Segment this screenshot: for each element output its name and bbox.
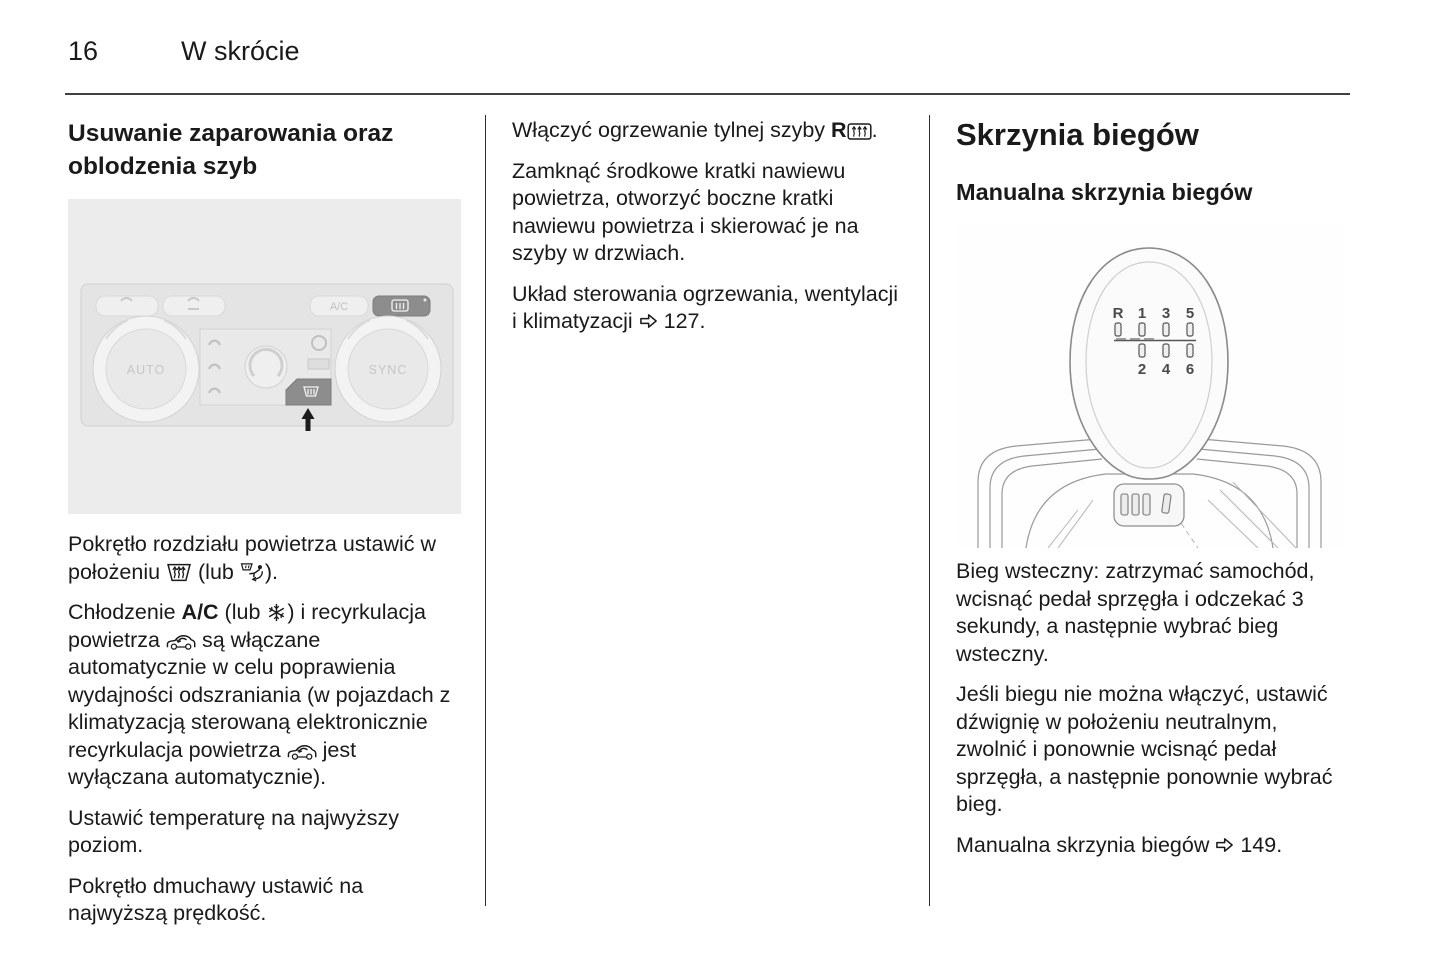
- page-reference: 127.: [657, 309, 706, 333]
- paragraph-air-vents: Zamknąć środkowe kratki nawiewu powietrza, otworzyć boczne kratki nawiewu powietrza i skierować je na szyby w drzwiach.: [512, 158, 859, 265]
- gear-lever-illustration: [956, 222, 1343, 548]
- text-run: jest wyłączana automatycznie).: [68, 737, 357, 789]
- climate-control-panel-image: [68, 199, 460, 514]
- collar-slots: [1121, 494, 1171, 515]
- text-run: Chłodzenie: [68, 600, 182, 624]
- snowflake-icon: [266, 602, 287, 623]
- text-run: Manualna skrzynia biegów: [956, 832, 1216, 857]
- manual-gearbox-subheading: Manualna skrzynia biegów: [956, 179, 1253, 205]
- sync-knob-label: SYNC: [368, 363, 408, 377]
- paragraph-hvac-reference: [512, 281, 904, 336]
- gear-label-5: 5: [1185, 305, 1195, 322]
- gear-lever-image: [956, 222, 1348, 548]
- text-run: Włączyć ogrzewanie tylnej szyby: [512, 118, 832, 142]
- auto-knob-label: AUTO: [126, 363, 166, 377]
- gear-knob: [1070, 248, 1228, 479]
- page-ref-arrow-icon: [639, 311, 658, 331]
- gearbox-heading: Skrzynia biegów: [956, 117, 1199, 152]
- text-run: .: [871, 118, 878, 142]
- column-divider-2: [929, 115, 930, 906]
- paragraph-rear-window-heating: [512, 117, 904, 145]
- text-run: (lub: [192, 559, 240, 584]
- page-reference: 149.: [1234, 832, 1283, 857]
- text-run: ).: [264, 559, 278, 584]
- gear-label-6: 6: [1185, 361, 1195, 378]
- paragraph-reverse-gear: Bieg wsteczny: zatrzymać samochód, wcisnąć pedał sprzęgła i odczekać 3 sekundy, a następnie wybrać bieg wsteczny.: [956, 559, 1315, 666]
- gear-label-4: 4: [1161, 361, 1171, 378]
- text-run: (lub: [218, 600, 267, 624]
- rear-defrost-icon: [847, 122, 872, 141]
- column-divider-1: [485, 115, 486, 906]
- paragraph-cooling-recirculation: [68, 599, 460, 792]
- paragraph-air-distribution: [68, 531, 460, 586]
- column-defogging: [68, 115, 460, 928]
- recirculation-icon: [166, 631, 196, 651]
- text-run: Układ sterowania ogrzewania, wentylacji i klimatyzacji: [512, 281, 898, 333]
- text-run: ) i recyrkulacja powietrza: [68, 600, 426, 652]
- page-number: 16: [68, 36, 99, 66]
- gear-label-r: R: [1112, 305, 1124, 322]
- gear-label-3: 3: [1161, 305, 1171, 322]
- climate-panel-illustration: [68, 199, 461, 514]
- r-button-label: R: [831, 118, 847, 142]
- gear-label-2: 2: [1137, 361, 1147, 378]
- column-gearbox: [956, 115, 1348, 859]
- paragraph-gearbox-reference: [956, 832, 1348, 860]
- defogging-heading: Usuwanie zaparowania oraz oblodzenia szyb: [68, 120, 394, 180]
- recirculation-icon: [287, 741, 317, 761]
- header-rule: [65, 93, 1350, 95]
- column-defogging-continued: [512, 115, 904, 336]
- windshield-floor-icon: [240, 562, 265, 583]
- paragraph-fan-speed: Pokrętło dmuchawy ustawić na najwyższą prędkość.: [68, 873, 364, 925]
- ac-label: A/C: [181, 600, 219, 624]
- defrost-windshield-icon: [166, 562, 192, 583]
- gear-label-1: 1: [1137, 305, 1147, 322]
- page-ref-arrow-icon: [1215, 835, 1234, 855]
- section-title: W skrócie: [181, 36, 300, 66]
- paragraph-temperature: Ustawić temperaturę na najwyższy poziom.: [68, 805, 399, 857]
- paragraph-gear-not-engaging: Jeśli biegu nie można włączyć, ustawić dźwignię w położeniu neutralnym, zwolnić i ponownie wcisnąć pedał sprzęgła, a następnie ponownie wybrać bieg.: [956, 682, 1333, 816]
- ac-button-label: A/C: [329, 301, 349, 313]
- text-run: Pokrętło rozdziału powietrza ustawić w położeniu: [68, 532, 437, 584]
- rear-defrost-button-highlighted: [373, 296, 430, 316]
- text-run: są włączane automatycznie w celu poprawienia wydajności odszraniania (w pojazdach z klimatyzacją sterowaną elektronicznie recyrkulacja powietrza: [68, 627, 451, 762]
